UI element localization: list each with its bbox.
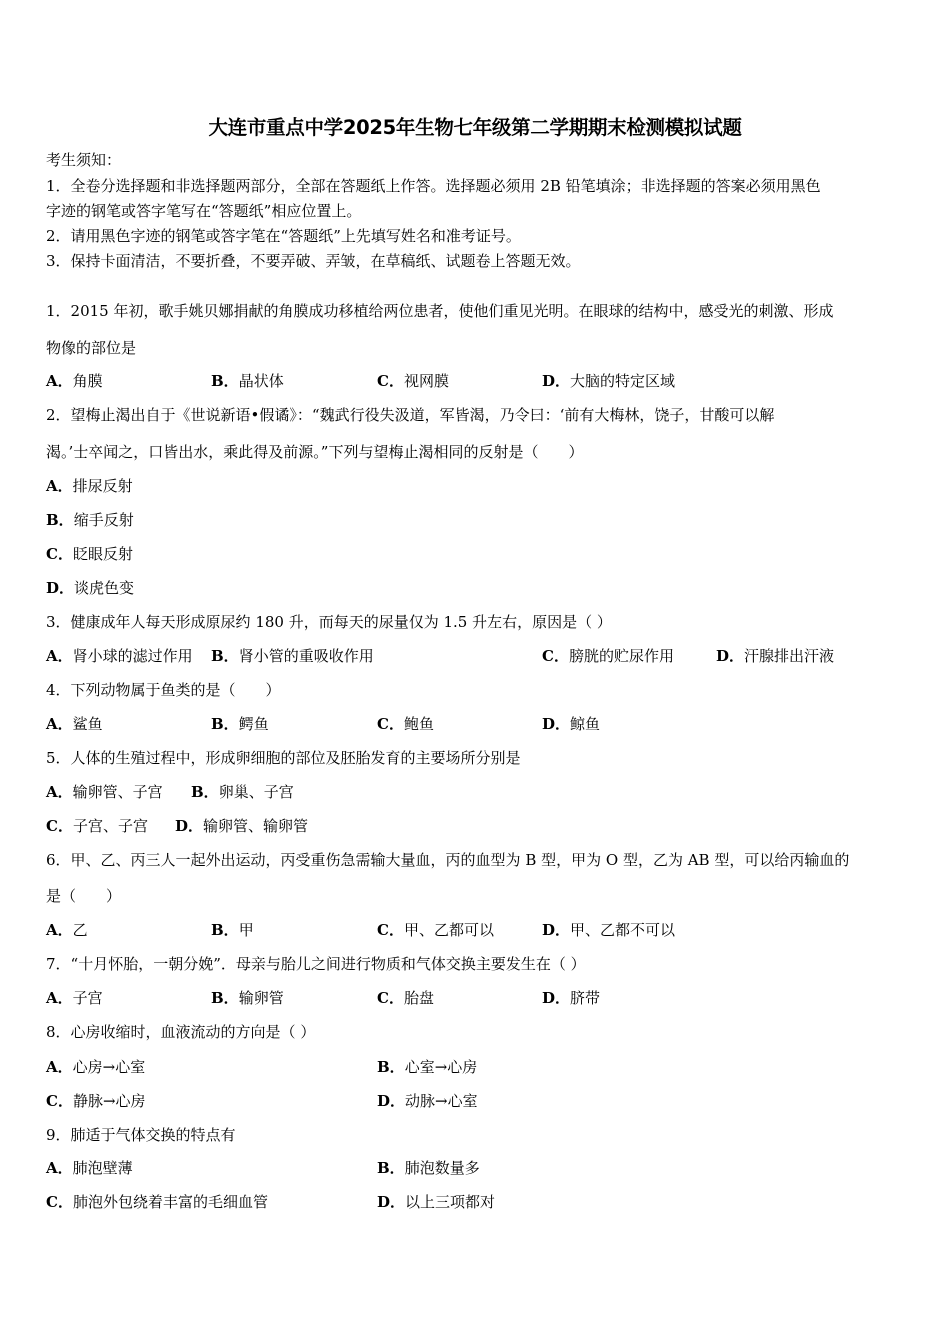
question-number: 9．	[46, 1126, 71, 1144]
option-letter: B．	[46, 511, 74, 529]
option-letter: A．	[46, 1058, 73, 1076]
question-7-stem: 7．“十月怀胎，一朝分娩”．母亲与胎儿之间进行物质和气体交换主要发生在（ ）	[46, 955, 586, 973]
option-text: 鲸鱼	[570, 715, 601, 733]
q2-option-c	[46, 544, 133, 564]
q9-option-c	[46, 1192, 268, 1212]
option-letter: D．	[542, 989, 571, 1007]
option-letter: D．	[377, 1193, 406, 1211]
option-text: 心室→心房	[404, 1058, 478, 1076]
option-letter: C．	[46, 817, 73, 835]
q8-option-c	[46, 1091, 146, 1111]
option-letter: B．	[211, 647, 239, 665]
option-text: 以上三项都对	[405, 1193, 496, 1211]
question-2-stem-cont: 渴。’士卒闻之，口皆出水，乘此得及前源。”下列与望梅止渴相同的反射是（ ）	[46, 443, 584, 461]
q2-option-b	[46, 510, 134, 530]
q7-option-c	[377, 988, 434, 1008]
q5-option-a	[46, 782, 163, 802]
q2-option-a	[46, 476, 133, 496]
question-number: 4．	[46, 681, 71, 699]
question-number: 2．	[46, 406, 71, 424]
option-text: 输卵管、输卵管	[203, 817, 309, 835]
question-6-stem-cont: 是（ ）	[46, 887, 122, 905]
option-letter: A．	[46, 715, 73, 733]
option-letter: C．	[377, 989, 404, 1007]
question-number: 6．	[46, 851, 71, 869]
option-letter: C．	[46, 545, 73, 563]
q7-option-a	[46, 988, 103, 1008]
option-letter: B．	[377, 1058, 405, 1076]
option-text: 甲、乙都不可以	[570, 921, 676, 939]
q5-option-d	[175, 816, 308, 836]
option-text: 视网膜	[403, 372, 449, 390]
option-letter: A．	[46, 783, 73, 801]
option-letter: D．	[716, 647, 745, 665]
option-text: 输卵管、子宫	[72, 783, 163, 801]
option-letter: D．	[46, 579, 75, 597]
option-text: 子宫、子宫	[72, 817, 148, 835]
option-text: 角膜	[72, 372, 103, 390]
question-6-stem: 6．甲、乙、丙三人一起外出运动，丙受重伤急需输大量血，丙的血型为 B 型，甲为 O 型，乙为 AB 型，可以给丙输血的	[46, 851, 850, 869]
notice-line-1a: 1．全卷分选择题和非选择题两部分，全部在答题纸上作答。选择题必须用 2B 铅笔填涂；非选择题的答案必须用黑色	[46, 177, 821, 195]
option-letter: A．	[46, 989, 73, 1007]
q6-option-b	[211, 920, 254, 940]
option-letter: A．	[46, 372, 73, 390]
q6-option-a	[46, 920, 88, 940]
q4-option-a	[46, 714, 103, 734]
option-letter: D．	[542, 372, 571, 390]
q1-option-d	[542, 371, 675, 391]
option-letter: A．	[46, 921, 73, 939]
option-text: 鲍鱼	[403, 715, 434, 733]
option-letter: C．	[542, 647, 569, 665]
question-number: 1．	[46, 302, 71, 320]
q1-option-c	[377, 371, 449, 391]
option-letter: A．	[46, 477, 73, 495]
option-letter: D．	[175, 817, 204, 835]
option-text: 谈虎色变	[74, 579, 135, 597]
option-letter: B．	[211, 372, 239, 390]
option-text: 心房→心室	[72, 1058, 146, 1076]
q9-option-a	[46, 1158, 133, 1178]
option-text: 缩手反射	[73, 511, 134, 529]
option-text: 输卵管	[238, 989, 284, 1007]
question-8-stem: 8．心房收缩时，血液流动的方向是（ ）	[46, 1023, 316, 1041]
question-1-stem-cont: 物像的部位是	[46, 339, 137, 357]
q2-option-d	[46, 578, 134, 598]
q9-option-b	[377, 1158, 480, 1178]
question-4-stem: 4．下列动物属于鱼类的是（ ）	[46, 681, 281, 699]
option-text: 甲	[238, 921, 254, 939]
option-text: 卵巢、子宫	[218, 783, 294, 801]
notice-line-2: 2．请用黑色字迹的钢笔或答字笔在“答题纸”上先填写姓名和准考证号。	[46, 227, 521, 245]
question-number: 5．	[46, 749, 71, 767]
option-letter: B．	[211, 715, 239, 733]
q7-option-d	[542, 988, 600, 1008]
option-letter: C．	[46, 1092, 73, 1110]
q6-option-c	[377, 920, 494, 940]
q6-option-d	[542, 920, 675, 940]
option-text: 肺泡数量多	[404, 1159, 480, 1177]
q3-option-a	[46, 646, 193, 666]
q3-option-c	[542, 646, 674, 666]
question-2-stem: 2．望梅止渴出自于《世说新语•假谲》：“魏武行役失汲道，军皆渴，乃令曰：‘前有大梅林，饶子，甘酸可以解	[46, 406, 775, 424]
question-5-stem: 5．人体的生殖过程中，形成卵细胞的部位及胚胎发育的主要场所分别是	[46, 749, 521, 767]
option-letter: B．	[377, 1159, 405, 1177]
notice-line-1b: 字迹的钢笔或答字笔写在“答题纸”相应位置上。	[46, 202, 362, 220]
page-title: 大连市重点中学2025年生物七年级第二学期期末检测模拟试题	[208, 116, 742, 139]
q5-option-b	[191, 782, 294, 802]
q4-option-d	[542, 714, 600, 734]
question-3-stem: 3．健康成年人每天形成原尿约 180 升，而每天的尿量仅为 1.5 升左右，原因是（ ）	[46, 613, 612, 631]
option-letter: B．	[191, 783, 219, 801]
q1-option-b	[211, 371, 284, 391]
option-text: 膀胱的贮尿作用	[568, 647, 674, 665]
question-number: 3．	[46, 613, 71, 631]
question-9-stem: 9．肺适于气体交换的特点有	[46, 1126, 236, 1144]
option-letter: C．	[377, 715, 404, 733]
option-letter: C．	[377, 921, 404, 939]
option-letter: D．	[377, 1092, 406, 1110]
q3-option-b	[211, 646, 374, 666]
option-letter: D．	[542, 715, 571, 733]
q3-option-d	[716, 646, 834, 666]
q5-option-c	[46, 816, 148, 836]
option-text: 乙	[72, 921, 88, 939]
option-letter: A．	[46, 1159, 73, 1177]
q4-option-c	[377, 714, 434, 734]
option-text: 眨眼反射	[72, 545, 133, 563]
option-letter: B．	[211, 989, 239, 1007]
option-text: 脐带	[570, 989, 601, 1007]
option-text: 肾小球的滤过作用	[72, 647, 193, 665]
q7-option-b	[211, 988, 284, 1008]
q4-option-b	[211, 714, 269, 734]
q9-option-d	[377, 1192, 495, 1212]
option-letter: C．	[46, 1193, 73, 1211]
option-text: 晶状体	[238, 372, 284, 390]
option-text: 肺泡外包绕着丰富的毛细血管	[72, 1193, 268, 1211]
option-text: 排尿反射	[72, 477, 133, 495]
question-number: 7．	[46, 955, 71, 973]
q8-option-a	[46, 1057, 145, 1077]
q8-option-b	[377, 1057, 477, 1077]
option-text: 大脑的特定区域	[570, 372, 676, 390]
notice-line-3: 3．保持卡面清洁，不要折叠，不要弄破、弄皱，在草稿纸、试题卷上答题无效。	[46, 252, 581, 270]
question-number: 8．	[46, 1023, 71, 1041]
option-text: 静脉→心房	[72, 1092, 146, 1110]
option-text: 子宫	[72, 989, 103, 1007]
q1-option-a	[46, 371, 103, 391]
option-text: 鳄鱼	[238, 715, 269, 733]
option-text: 肺泡壁薄	[72, 1159, 133, 1177]
option-letter: D．	[542, 921, 571, 939]
q8-option-d	[377, 1091, 478, 1111]
option-text: 动脉→心室	[405, 1092, 478, 1110]
option-text: 汗腺排出汗液	[744, 647, 835, 665]
option-letter: B．	[211, 921, 239, 939]
question-1-stem: 1．2015 年初，歌手姚贝娜捐献的角膜成功移植给两位患者，使他们重见光明。在眼球的结构中，感受光的刺激、形成	[46, 302, 834, 320]
option-text: 甲、乙都可以	[403, 921, 494, 939]
option-letter: C．	[377, 372, 404, 390]
option-letter: A．	[46, 647, 73, 665]
option-text: 胎盘	[403, 989, 434, 1007]
option-text: 肾小管的重吸收作用	[238, 647, 374, 665]
option-text: 鲨鱼	[72, 715, 103, 733]
notice-heading: 考生须知：	[46, 151, 122, 169]
